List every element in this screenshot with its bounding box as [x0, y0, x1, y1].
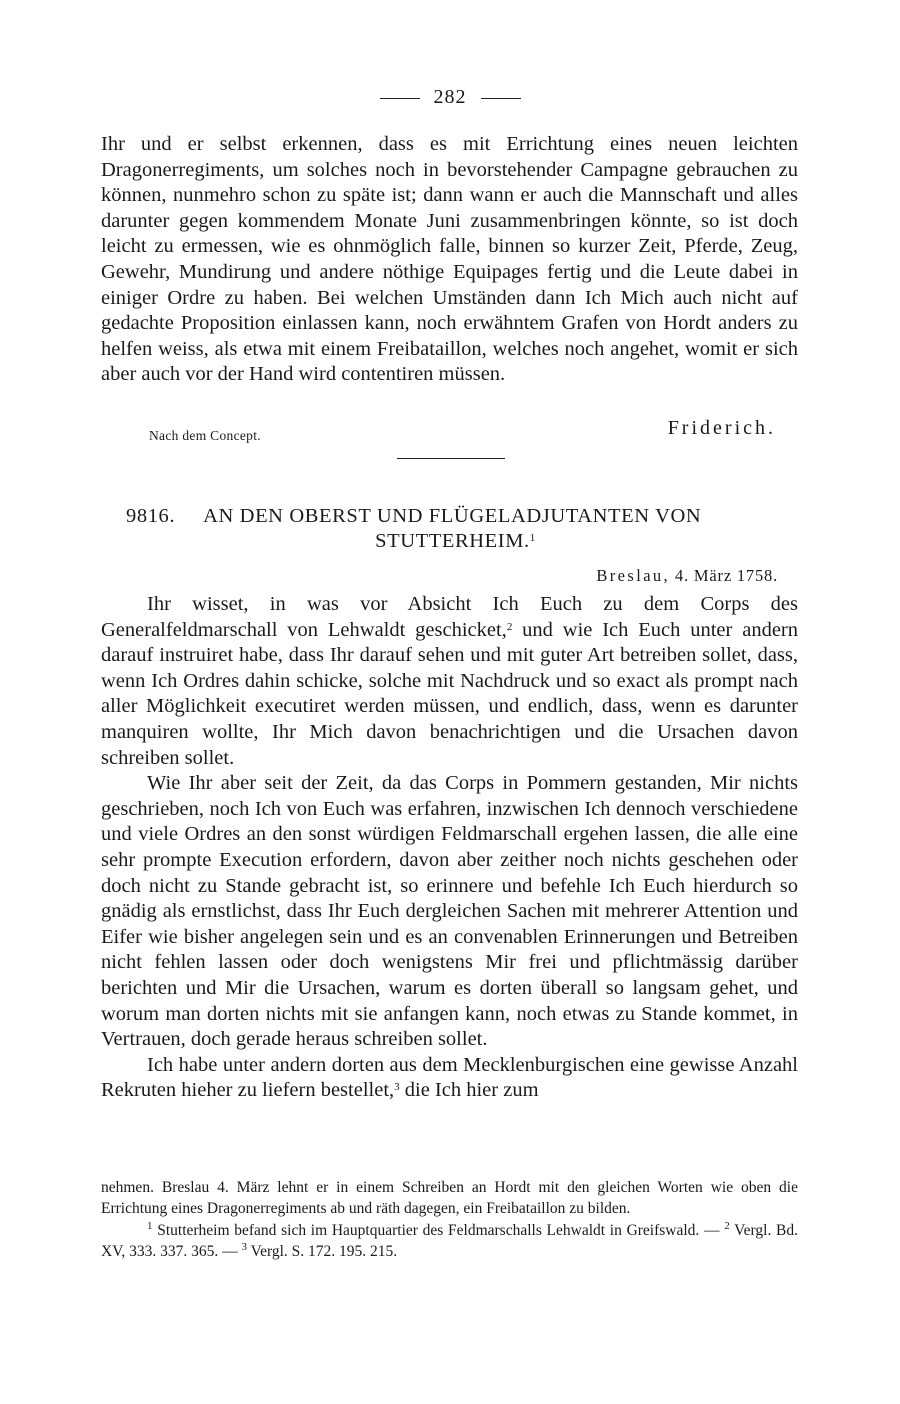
letter-continuation-text: Ihr und er selbst erkennen, dass es mit Errichtung eines neuen leichten Dragonerregiments, um solches noch in bevorstehender Campagne gebrauchen zu können, nunmehro schon zu späte ist; dann wann er auch die Mannschaft und alles darunter gegen kommendem Monate Juni zusammenbringen könnte, so ist doch leicht zu ermessen, wie es ohnmöglich falle, binnen so kurzer Zeit, Pferde, Zeug, Gewehr, Mundirung und andere nöthige Equipages fertig und die Leute dabei in einiger Ordre zu haben. Bei welchen Umständen dann Ich Mich auch nicht auf gedachte Proposition einlassen kann, noch erwähntem Grafen von Hordt anders zu helfen weiss, als etwa mit einem Freibataillon, welches noch angehet, womit er sich aber auch vor der Hand wird contentiren müssen.: [101, 133, 798, 386]
footnote-3-text: Vergl. S. 172. 195. 215.: [247, 1242, 398, 1260]
paragraph-1-text-a: Ihr wisset, in was vor Absicht Ich Euch zu dem Corps des Generalfeldmarschall von Lehwaldt geschicket,: [101, 593, 798, 641]
page-number: 282: [433, 86, 467, 108]
dateline-date: 4. März 1758.: [675, 566, 778, 585]
footnote-2-text: Vergl. Bd. XV, 333. 337. 365. —: [101, 1222, 799, 1260]
dateline-place: Breslau,: [596, 566, 671, 585]
document-number: 9816.: [126, 505, 176, 527]
letter-closing: [101, 417, 798, 443]
document-heading-line1: [101, 504, 798, 529]
signature: Friderich.: [667, 417, 776, 439]
dateline: [596, 566, 778, 586]
footnote-1-text: Stutterheim befand sich im Hauptquartier des Feldmarschalls Lehwaldt in Greifswald. —: [152, 1222, 725, 1239]
footnote-mark-2: 2: [506, 620, 513, 633]
heading-recipient-name: STUTTERHEIM.: [375, 530, 530, 552]
footnote-3-mark: 3: [241, 1240, 248, 1253]
header-rule-left: [380, 98, 420, 99]
footnote-2-mark: 2: [724, 1220, 730, 1232]
document-heading-line2: [101, 529, 798, 554]
paragraph-1-text-b: und wie Ich Euch unter andern darauf instruiret habe, dass Ihr darauf sehen und mit guter Art betreiben sollet, dass, wenn Ich Ordres dahin schicke, solche mit Nachdruck und so exact als prompt nach aller Möglichkeit executiret werden müssen, und endlich, dass, wenn es darunter manquiren wollte, Ihr Mich davon benachrichtigen und die Ursachen davon schreiben sollet.: [101, 618, 798, 769]
footnote-mark-1: 1: [529, 532, 536, 544]
document-heading: [101, 504, 798, 554]
paragraph-3: [101, 1053, 798, 1104]
footnotes: [101, 1178, 798, 1262]
header-rule-right: [481, 98, 521, 99]
source-note: Nach dem Concept.: [149, 428, 261, 443]
paragraph-1: [101, 592, 798, 771]
section-divider: [397, 458, 505, 459]
paragraph-2-text: Wie Ihr aber seit der Zeit, da das Corps in Pommern gestanden, Mir nichts geschrieben, noch Ich von Euch was erfahren, inzwischen Ich dennoch verschiedene und viele Ordres an den sonst würdigen Feldmarschall ergehen lassen, die alle eine sehr prompte Execution erfordern, davon aber zeither noch nichts geschehen oder doch nicht zu Stande gebracht ist, so erinnere und befehle Ich Euch hierdurch so gnädig als ernstlichst, dass Ihr Euch dergleichen Sachen mit mehrerer Attention und Eifer wie bisher angelegen sein und es an convenablen Erinnerungen und Betreiben nicht fehlen lassen oder doch wenigstens Mir frei und pflichtmässig darüber berichten und Mir die Ursachen, warum es dorten überall so langsam gehet, und worum man dorten nichts mit sie anfangen kann, noch etwas zu Stande kommet, in Vertrauen, doch gerade heraus schreiben sollet.: [101, 772, 798, 1051]
footnote-mark-3: 3: [394, 1081, 400, 1094]
footnote-list: [101, 1221, 798, 1262]
footnote-1-mark: 1: [147, 1220, 153, 1232]
paragraph-3-text-b: die Ich hier zum: [399, 1079, 539, 1102]
footnote-continuation: nehmen. Breslau 4. März lehnt er in einem Schreiben an Hordt mit den gleichen Worten wie oben die Errichtung eines Dragonerregiments ab und räth dagegen, ein Freibataillon zu bilden.: [101, 1179, 798, 1217]
paragraph-2: [101, 771, 798, 1053]
page-header: [0, 86, 900, 109]
paragraph-3-text-a: Ich habe unter andern dorten aus dem Mecklenburgischen eine gewisse Anzahl Rekruten hieher zu liefern bestellet,: [101, 1053, 798, 1102]
letter-body: [101, 592, 798, 1104]
heading-recipient: AN DEN OBERST UND FLÜGELADJUTANTEN VON: [203, 505, 702, 527]
